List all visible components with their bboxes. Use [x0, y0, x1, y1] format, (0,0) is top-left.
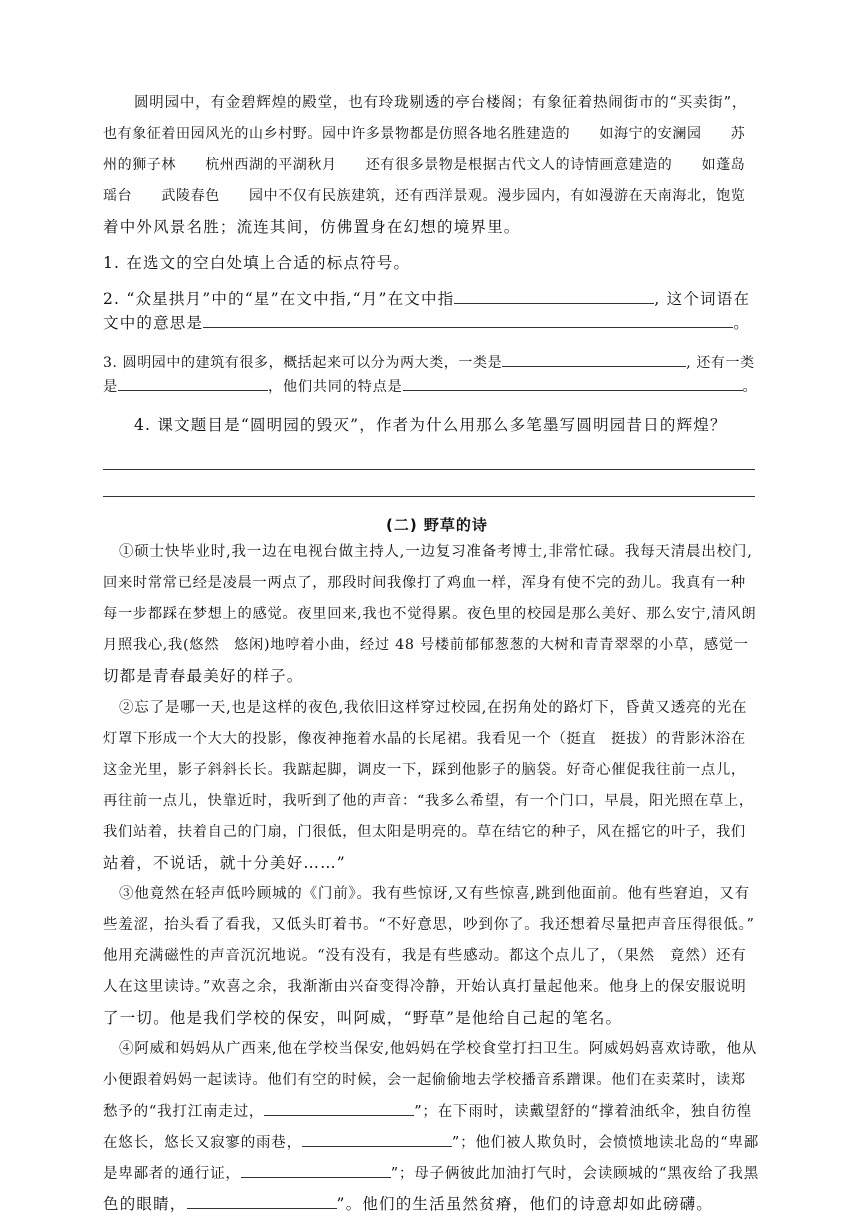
passage-line: 切都是青春最美好的样子。 [103, 667, 304, 685]
passage-text: ”；在下雨时，读戴望舒的“撑着油纸伞，独自彷徨 [414, 1104, 752, 1120]
passage-line: 再往前一点儿，快靠近时，我听到了他的声音：“我多么希望，有一个门口，早晨，阳光照在草上， [103, 793, 754, 809]
passage-text: 色的眼睛， [103, 1195, 187, 1213]
passage-line: 回来时常常已经是凌晨一两点了，那段时间我像打了鸡血一样，浑身有使不完的劲儿。我真有一种 [103, 575, 746, 591]
question-2-line-2 [103, 313, 750, 333]
question-3-text: , 还有一类 [686, 355, 755, 371]
answer-blank[interactable] [187, 1194, 337, 1209]
passage-line: 着中外风景名胜；流连其间，仿佛置身在幻想的境界里。 [103, 218, 521, 236]
passage-text: ”；他们被人欺负时，会愤愤地读北岛的“卑鄙 [451, 1135, 760, 1151]
passage-text: 在悠长，悠长又寂寥的雨巷， [103, 1135, 302, 1151]
passage-line: 了一切。他是我们学校的保安，叫阿威，“野草”是他给自己起的笔名。 [103, 1009, 623, 1027]
answer-blank[interactable] [502, 352, 686, 367]
passage-line: ②忘了是哪一天,也是这样的夜色,我依旧这样穿过校园,在拐角处的路灯下，昏黄又透亮的光在 [119, 700, 748, 716]
answer-blank[interactable] [302, 1132, 452, 1147]
question-3-text: ，他们共同的特点是 [267, 379, 403, 395]
question-3-line-2 [103, 376, 757, 397]
passage-line: ①硕士快毕业时,我一边在电视台做主持人,一边复习准备考博士,非常忙碌。我每天清晨出校门, [119, 544, 753, 560]
answer-blank[interactable] [454, 289, 654, 304]
answer-blank[interactable] [118, 376, 268, 391]
section-title: (二) 野草的诗 [386, 516, 488, 534]
question-2-text: 。 [733, 314, 750, 332]
question-3-line-1 [103, 352, 755, 373]
passage-line [103, 1163, 759, 1184]
passage-line: 也有象征着田园风光的山乡村野。园中许多景物都是仿照各地名胜建造的 如海宁的安澜园 苏 [103, 126, 746, 142]
passage-line: 小便跟着妈妈一起读诗。他们有空的时候，会一起偷偷地去学校播音系蹭课。他们在卖菜时，读郑 [103, 1072, 746, 1088]
question-2-line-1 [103, 289, 750, 309]
passage-text: 是卑鄙者的通行证， [103, 1166, 241, 1182]
passage-line: 人在这里读诗。”欢喜之余，我渐渐由兴奋变得冷静，开始认真打量起他来。他身上的保安服说明 [103, 979, 747, 995]
passage-line: 些羞涩，抬头看了看我，又低头盯着书。“不好意思，吵到你了。我还想着尽量把声音压得很低。” [103, 917, 755, 933]
passage-line: 圆明园中，有金碧辉煌的殿堂，也有玲珑剔透的亭台楼阁；有象征着热闹街市的“买卖街”， [134, 95, 748, 111]
question-4: 4. 课文题目是“圆明园的毁灭”，作者为什么用那么多笔墨写圆明园昔日的辉煌？ [134, 416, 727, 434]
passage-text: ”。他们的生活虽然贫瘠，他们的诗意却如此磅礴。 [336, 1195, 714, 1213]
passage-line: 每一步都踩在梦想上的感觉。夜里回来,我也不觉得累。夜色里的校园是那么美好、那么安宁,清风朗 [103, 606, 757, 622]
answer-blank[interactable] [403, 376, 743, 391]
passage-line: ④阿威和妈妈从广西来,他在学校当保安,他妈妈在学校食堂打扫卫生。阿威妈妈喜欢诗歌，他从 [119, 1041, 758, 1057]
answer-blank[interactable] [203, 313, 733, 328]
passage-line [103, 1194, 713, 1214]
passage-line: 站着，不说话，就十分美好……” [103, 854, 346, 872]
passage-line [103, 1101, 752, 1122]
question-1: 1. 在选文的空白处填上合适的标点符号。 [103, 254, 411, 272]
passage-line: 我们站着，扶着自己的门扇，门很低，但太阳是明亮的。草在结它的种子，风在摇它的叶子，我们 [103, 824, 746, 840]
passage-line: 灯罩下形成一个大大的投影，像夜神拖着水晶的长尾裙。我看见一个（挺直 挺拔）的背影沐浴在 [103, 731, 746, 747]
question-3-text: 是 [103, 379, 118, 395]
passage-line: 他用充满磁性的声音沉沉地说。“没有没有，我是有些感动。都这个点儿了，（果然 竟然）还有 [103, 948, 747, 964]
passage-line: 月照我心,我(悠然 悠闲)地哼着小曲，经过 48 号楼前郁郁葱葱的大树和青青翠翠的小草，感觉一 [103, 637, 749, 653]
passage-line: 州的狮子林 杭州西湖的平湖秋月 还有很多景物是根据古代文人的诗情画意建造的 如蓬岛 [103, 157, 746, 173]
question-2-text: , 这个词语在 [654, 290, 751, 308]
passage-line: 瑶台 武陵春色 园中不仅有民族建筑，还有西洋景观。漫步园内，有如漫游在天南海北，饱览 [103, 188, 746, 204]
answer-blank[interactable] [241, 1163, 391, 1178]
passage-line [103, 1132, 759, 1153]
question-3-text: 。 [742, 379, 758, 395]
question-3-text: 3. 圆明园中的建筑有很多，概括起来可以分为两大类，一类是 [103, 355, 503, 371]
passage-line: 这金光里，影子斜斜长长。我踮起脚，调皮一下，踩到他影子的脑袋。好奇心催促我往前一点儿， [103, 762, 746, 778]
passage-text: ”；母子俩彼此加油打气时，会读顾城的“黑夜给了我黑 [390, 1166, 760, 1182]
passage-text: 愁予的“我打江南走过， [103, 1104, 265, 1120]
question-2-text: 文中的意思是 [103, 314, 204, 332]
passage-line: ③他竟然在轻声低吟顾城的《门前》。我有些惊讶,又有些惊喜,跳到他面前。他有些窘迫，又有 [119, 886, 750, 902]
question-2-text: 2. “众星拱月”中的“星”在文中指,“月”在文中指 [103, 290, 455, 308]
answer-line[interactable] [103, 496, 755, 497]
answer-blank[interactable] [264, 1101, 414, 1116]
answer-line[interactable] [103, 469, 755, 470]
